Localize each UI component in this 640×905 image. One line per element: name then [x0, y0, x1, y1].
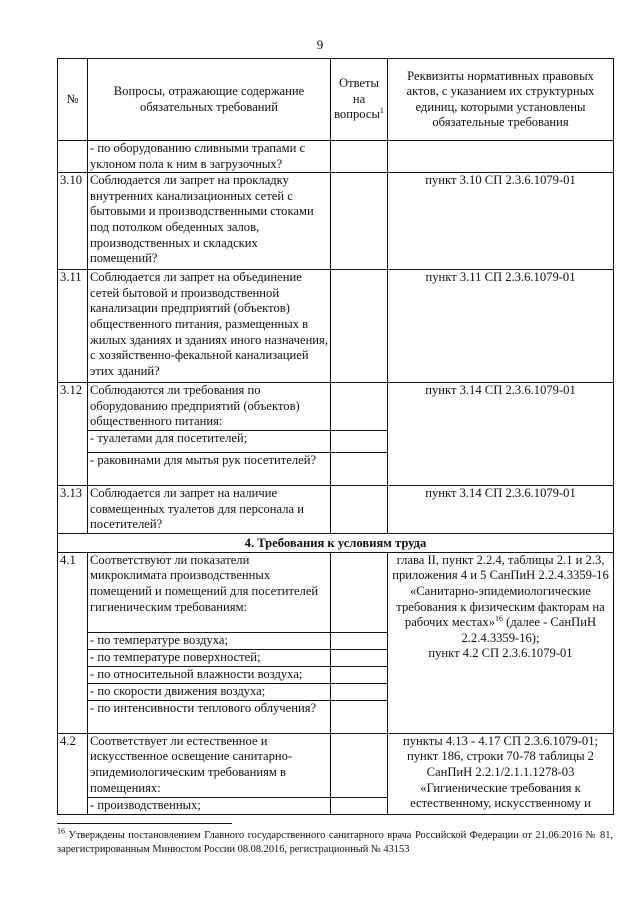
question-text: - по относительной влажности воздуха;	[88, 666, 331, 683]
table-row	[58, 486, 614, 534]
question-text: - туалетами для посетителей;	[88, 431, 331, 453]
table-row	[58, 141, 614, 173]
requisite-text: пункт 3.11 СП 2.3.6.1079-01	[388, 270, 614, 383]
row-number: 3.13	[58, 486, 88, 534]
section-title: 4. Требования к условиям труда	[58, 534, 614, 553]
question-text: - по интенсивности теплового облучения?	[88, 700, 331, 733]
question-text: - по температуре воздуха;	[88, 632, 331, 649]
question-text: Соответствует ли естественное и искусственное освещение санитарно-эпидемиологическим требованиям в помещениях:	[88, 733, 331, 797]
header-answers: Ответы на вопросы$^1$	[331, 59, 388, 141]
question-text: - по температуре поверхностей;	[88, 649, 331, 666]
question-text: - производственных;	[88, 797, 331, 814]
table-row	[58, 552, 614, 632]
requirements-table	[57, 58, 614, 815]
table-row	[58, 270, 614, 383]
table-row	[58, 173, 614, 270]
row-number: 4.2	[58, 733, 88, 814]
question-text: Соблюдается ли запрет на прокладку внутренних канализационных сетей с бытовыми и производственными стоками под потолком обеденных залов, производственных и складских помещений?	[88, 173, 331, 270]
table-row	[58, 383, 614, 431]
header-questions: Вопросы, отражающие содержание обязательных требований	[88, 59, 331, 141]
question-text: Соответствуют ли показатели микроклимата производственных помещений и помещений для посетителей гигиеническим требованиям:	[88, 552, 331, 632]
table-row	[58, 733, 614, 797]
question-text: - по скорости движения воздуха;	[88, 683, 331, 700]
row-number: 3.11	[58, 270, 88, 383]
row-number: 4.1	[58, 552, 88, 733]
footnote-divider	[57, 823, 232, 824]
requisite-text: пункт 3.14 СП 2.3.6.1079-01	[388, 486, 614, 534]
question-text: - раковинами для мытья рук посетителей?	[88, 453, 331, 486]
table-header	[58, 59, 614, 141]
section-heading-row	[58, 534, 614, 553]
requisite-text: пункт 3.14 СП 2.3.6.1079-01	[388, 383, 614, 486]
page-number: 9	[316, 37, 324, 52]
requisite-text: пункт 3.10 СП 2.3.6.1079-01	[388, 173, 614, 270]
footnote: $^{16}$ Утверждены постановлением Главного государственного санитарного врача Российской Федерации от 21.06.2016 № 81, зарегистрированным Минюстом России 08.08.2016, регистрационный № 43153	[57, 826, 613, 855]
requisite-text: пункты 4.13 - 4.17 СП 2.3.6.1079-01; пункт 186, строки 70-78 таблицы 2 СанПиН 2.2.1/2.1.1.1278-03 «Гигиенические требования к естественному, искусственному и	[388, 733, 614, 814]
question-text: Соблюдается ли запрет на объединение сетей бытовой и производственной канализации предприятий (объектов) общественного питания, размещенных в жилых зданиях и зданиях иного назначения, с хозяйственно-фекальной канализацией этих зданий?	[88, 270, 331, 383]
question-text: - по оборудованию сливными трапами с уклоном пола к ним в загрузочных?	[88, 141, 331, 173]
row-number: 3.12	[58, 383, 88, 486]
requisite-text: глава II, пункт 2.2.4, таблицы 2.1 и 2.3, приложения 4 и 5 СанПиН 2.2.4.3359-16 «Санитарно-эпидемиологические требования к физическим факторам на рабочих местах»$^{16}$ (далее - СанПиН 2.2.4.3359-16); пункт 4.2 СП 2.3.6.1079-01	[388, 552, 614, 733]
question-text: Соблюдается ли запрет на наличие совмещенных туалетов для персонала и посетителей?	[88, 486, 331, 534]
header-num: №	[58, 59, 88, 141]
question-text: Соблюдаются ли требования по оборудованию предприятий (объектов) общественного питания:	[88, 383, 331, 431]
header-requisites: Реквизиты нормативных правовых актов, с указанием их структурных единиц, которыми установлены обязательные требования	[388, 59, 614, 141]
row-number: 3.10	[58, 173, 88, 270]
